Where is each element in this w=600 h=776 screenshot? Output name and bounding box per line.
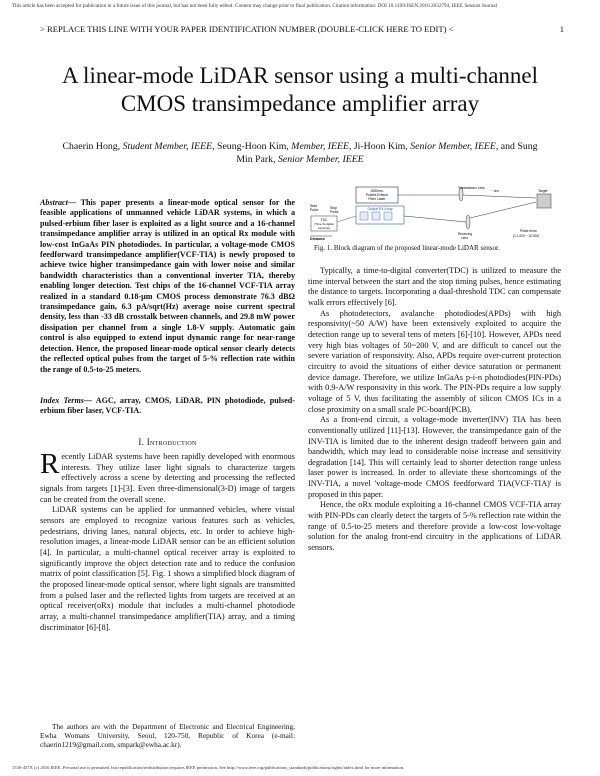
rx-channel — [372, 212, 380, 220]
author-role: Member, IEEE — [291, 141, 349, 152]
rx-channel — [360, 212, 368, 220]
target-label: Target — [538, 189, 548, 193]
abstract — [40, 198, 295, 375]
intro-paragraph-1: ecently LiDAR systems have been rapidly developed with enormous interests. They utilize laser light signals to characterize targets effectively across a scene by detecting and processing the reflected signals from targets [1]-[3]. Even three-dimensional(3-D) image of targets can be created from the overall scene. — [40, 452, 295, 504]
rx-lens-label: Lens — [461, 236, 468, 240]
body-paragraph: Hence, the oRx module exploiting a 16-channel CMOS VCF-TIA array with PIN-PDs can clearly detect the targets of 5-% reflection rate within the range of 0.5-to-25 meters and therefore provide a low-cost low-voltage solution for the analog front-end circuitry in the applications of LiDAR sensors. — [308, 500, 561, 553]
section-heading: I. Introduction — [138, 437, 197, 447]
target-box — [537, 194, 551, 208]
rx-beam — [404, 216, 466, 222]
abstract-text: — This paper presents a linear-mode optical sensor for the feasible applications of unmanned vehicle LiDAR systems, in which a pulsed-erbium fiber laser is exploited as a light source and a 16-channel transimpedance amplifier array is utilized in an optical Rx module with low-cost InGaAs PIN photodiodes. In particular, a voltage-mode CMOS feedforward transimpedance amplifier(VCF-TIA) is newly proposed to achieve twice higher transimpedance gain with lower noise and similar bandwidth characteristics than a conventional inverter TIA, thereby enabling longer detection. Test chips of the 16-channel VCF-TIA array realized in a standard 0.18-μm CMOS process demonstrate 76.3 dBΩ transimpedance gain, 6.3 pA/sqrt(Hz) average noise current spectral density, less than -33 dB crosstalk between channels, and 29.8 mW power dissipation per channel from a single 1.8-V supply. Automatic gain control is also equipped to extend input dynamic range for near-range detection. Hence, the proposed linear-mode optical sensor clearly detects the reflected optical pulses from the target of 5-% reflection rate within the range of 0.5-to-25 meters. — [40, 198, 295, 374]
pulse-echo-label: (1:1,000 ~ 10,000) — [513, 234, 540, 238]
tdc-label: converter) — [317, 226, 331, 230]
rx-channel — [384, 212, 392, 220]
block-diagram-figure — [308, 186, 561, 240]
paper-title: A linear-mode LiDAR sensor using a multi-channel CMOS transimpedance amplifier array — [61, 63, 539, 116]
laser-label: 1550nm- — [370, 189, 384, 193]
pulse-echo-label: Pulse echo — [520, 229, 537, 233]
drop-cap: R — [40, 448, 60, 480]
tx-lens-label: Transmission Lens — [458, 186, 485, 190]
stop-pulse-label: Stop — [330, 206, 337, 210]
author-name: , and Sung Min Park, — [236, 141, 538, 165]
tdc-label: TDC — [320, 218, 328, 222]
index-terms-text: — AGC, array, CMOS, LiDAR, PIN photodiode, pulsed-erbium fiber laser, VCF-TIA. — [40, 396, 295, 416]
laser-beam — [463, 195, 536, 198]
start-pulse-label: Pulse — [310, 208, 319, 212]
author-role: Senior Member, IEEE — [410, 141, 496, 152]
author-name: , Ji-Hoon Kim, — [348, 141, 411, 152]
distance-label: Distance — [310, 237, 325, 240]
tdc-label: (Time-To-digital — [314, 222, 334, 226]
author-role: Senior Member, IEEE — [277, 154, 364, 165]
laser-label: Fiber Laser — [368, 197, 386, 201]
body-paragraph: As a front-end circuit, a voltage-mode inverter(INV) TIA has been conventionally utilized [11]-[13]. However, the transimpedance gain of the INV-TIA is limited due to the inherent design tradeoff between gain and bandwidth, which may lead to considerable noise increase and sensitivity degradation [14]. This will certainly lead to shorter detection range unless laser power is increased. In order to alleviate these shortcomings of the INV-TIA, a novel 'voltage-mode CMOS feedforward TIA(VCF-TIA)' is proposed in this paper. — [308, 415, 561, 499]
rx-lens-label: Receiving — [458, 232, 472, 236]
figure-caption: Fig. 1. Block diagram of the proposed linear-mode LiDAR sensor. — [314, 244, 500, 252]
index-terms — [40, 396, 295, 417]
running-header — [40, 24, 564, 34]
right-column-text — [308, 266, 561, 554]
author-role: Student Member, IEEE — [122, 141, 213, 152]
rx-array-label: Optical RX Array — [367, 207, 393, 211]
index-terms-lead: Index Terms — [40, 396, 84, 405]
page-number: 1 — [559, 24, 564, 34]
page-footer — [12, 765, 588, 770]
running-header-text: > REPLACE THIS LINE WITH YOUR PAPER IDENTIFICATION NUMBER (DOUBLE-CLICK HERE TO EDIT) < — [40, 24, 454, 34]
abstract-lead: Abstract — [40, 198, 68, 207]
author-list — [60, 140, 540, 166]
laser-label: Pulsed-Erbium — [365, 193, 389, 197]
author-affiliation-footnote: The authors are with the Department of Electronic and Electrical Engineering, Ewha Womans University, Seoul, 120-750, Republic of Korea (e-mail: chaerin1219@gmail.com, smpark@ewha.ac.kr). — [40, 722, 295, 749]
body-paragraph: Typically, a time-to-digital converter(TDC) is utilized to measure the time interval between the start and the stop timing pulses, hence estimating the distance to targets. Incorporating a dual-threshold TDC can compensate walk errors effectively [6]. — [308, 266, 561, 307]
stop-pulse-label: Pulse — [330, 210, 339, 214]
introduction — [40, 448, 295, 633]
receiving-lens — [466, 215, 470, 229]
author-name: , Seung-Hoon Kim, — [212, 141, 292, 152]
start-pulse-label: Start — [310, 204, 318, 208]
body-paragraph: As photodetectors, avalanche photodiodes(APDs) with high responsivity(~50 A/W) have been extensively exploited to acquire the detection range up to several tens of meters [6]-[10]. However, APDs need very high bias voltages of 50~200 V, and are difficult to cancel out the severe variation of responsivity. Also, APDs require over-current protection circuitry to avoid the situations of either device saturation or permanent device damage. Therefore, we utilize InGaAs p-i-n photodiodes(PIN-PDs) with 0.9-A/W responsivity in this work. The PIN-PDs require a low supply voltage of 5 V, thus facilitating the assembly of silicon CMOS ICs in a close proximity on a small scale PC-board(PCB). — [308, 308, 561, 414]
author-name: Chaerin Hong, — [62, 141, 123, 152]
pulse-width-label: ~ 4ns — [491, 189, 499, 193]
copyright-notice: 1530-437X (c) 2016 IEEE. Personal use is permitted, but republication/redistribution requires IEEE permission. See http://www.ieee.org/publications_standards/publications/rights/index.html for more information. — [12, 765, 405, 770]
acceptance-notice: This article has been accepted for publication in a future issue of this journal, but has not been fully edited. Content may change prior to final publication. Citation information: DOI 10.1109/JSEN.2016.2632794, IEEE Sensors Journal — [12, 3, 498, 9]
signal-line — [337, 216, 356, 222]
return-beam — [470, 202, 536, 218]
intro-paragraph-2: LiDAR systems can be applied for unmanned vehicles, where visual sensors are employed to recognize various features such as vehicles, pedestrians, driving lanes, natural objects, etc. In order to achieve high-resolution images, a linear-mode LiDAR sensor can be an efficient solution [4]. In particular, a multi-channel optical receiver array is exploited to significantly improve the object detection rate and to reduce the confusion matrix of point classification [5]. Fig. 1 shows a simplified block diagram of the proposed linear-mode optical sensor, where light signals are transmitted from a pulsed laser and the reflected lights from targets are received at an optical receiver(oRx) module that includes a multi-channel photodiode array, a multi-channel transimpedance amplifier(TIA) array, and a timing discriminator [6]-[8]. — [40, 505, 295, 632]
